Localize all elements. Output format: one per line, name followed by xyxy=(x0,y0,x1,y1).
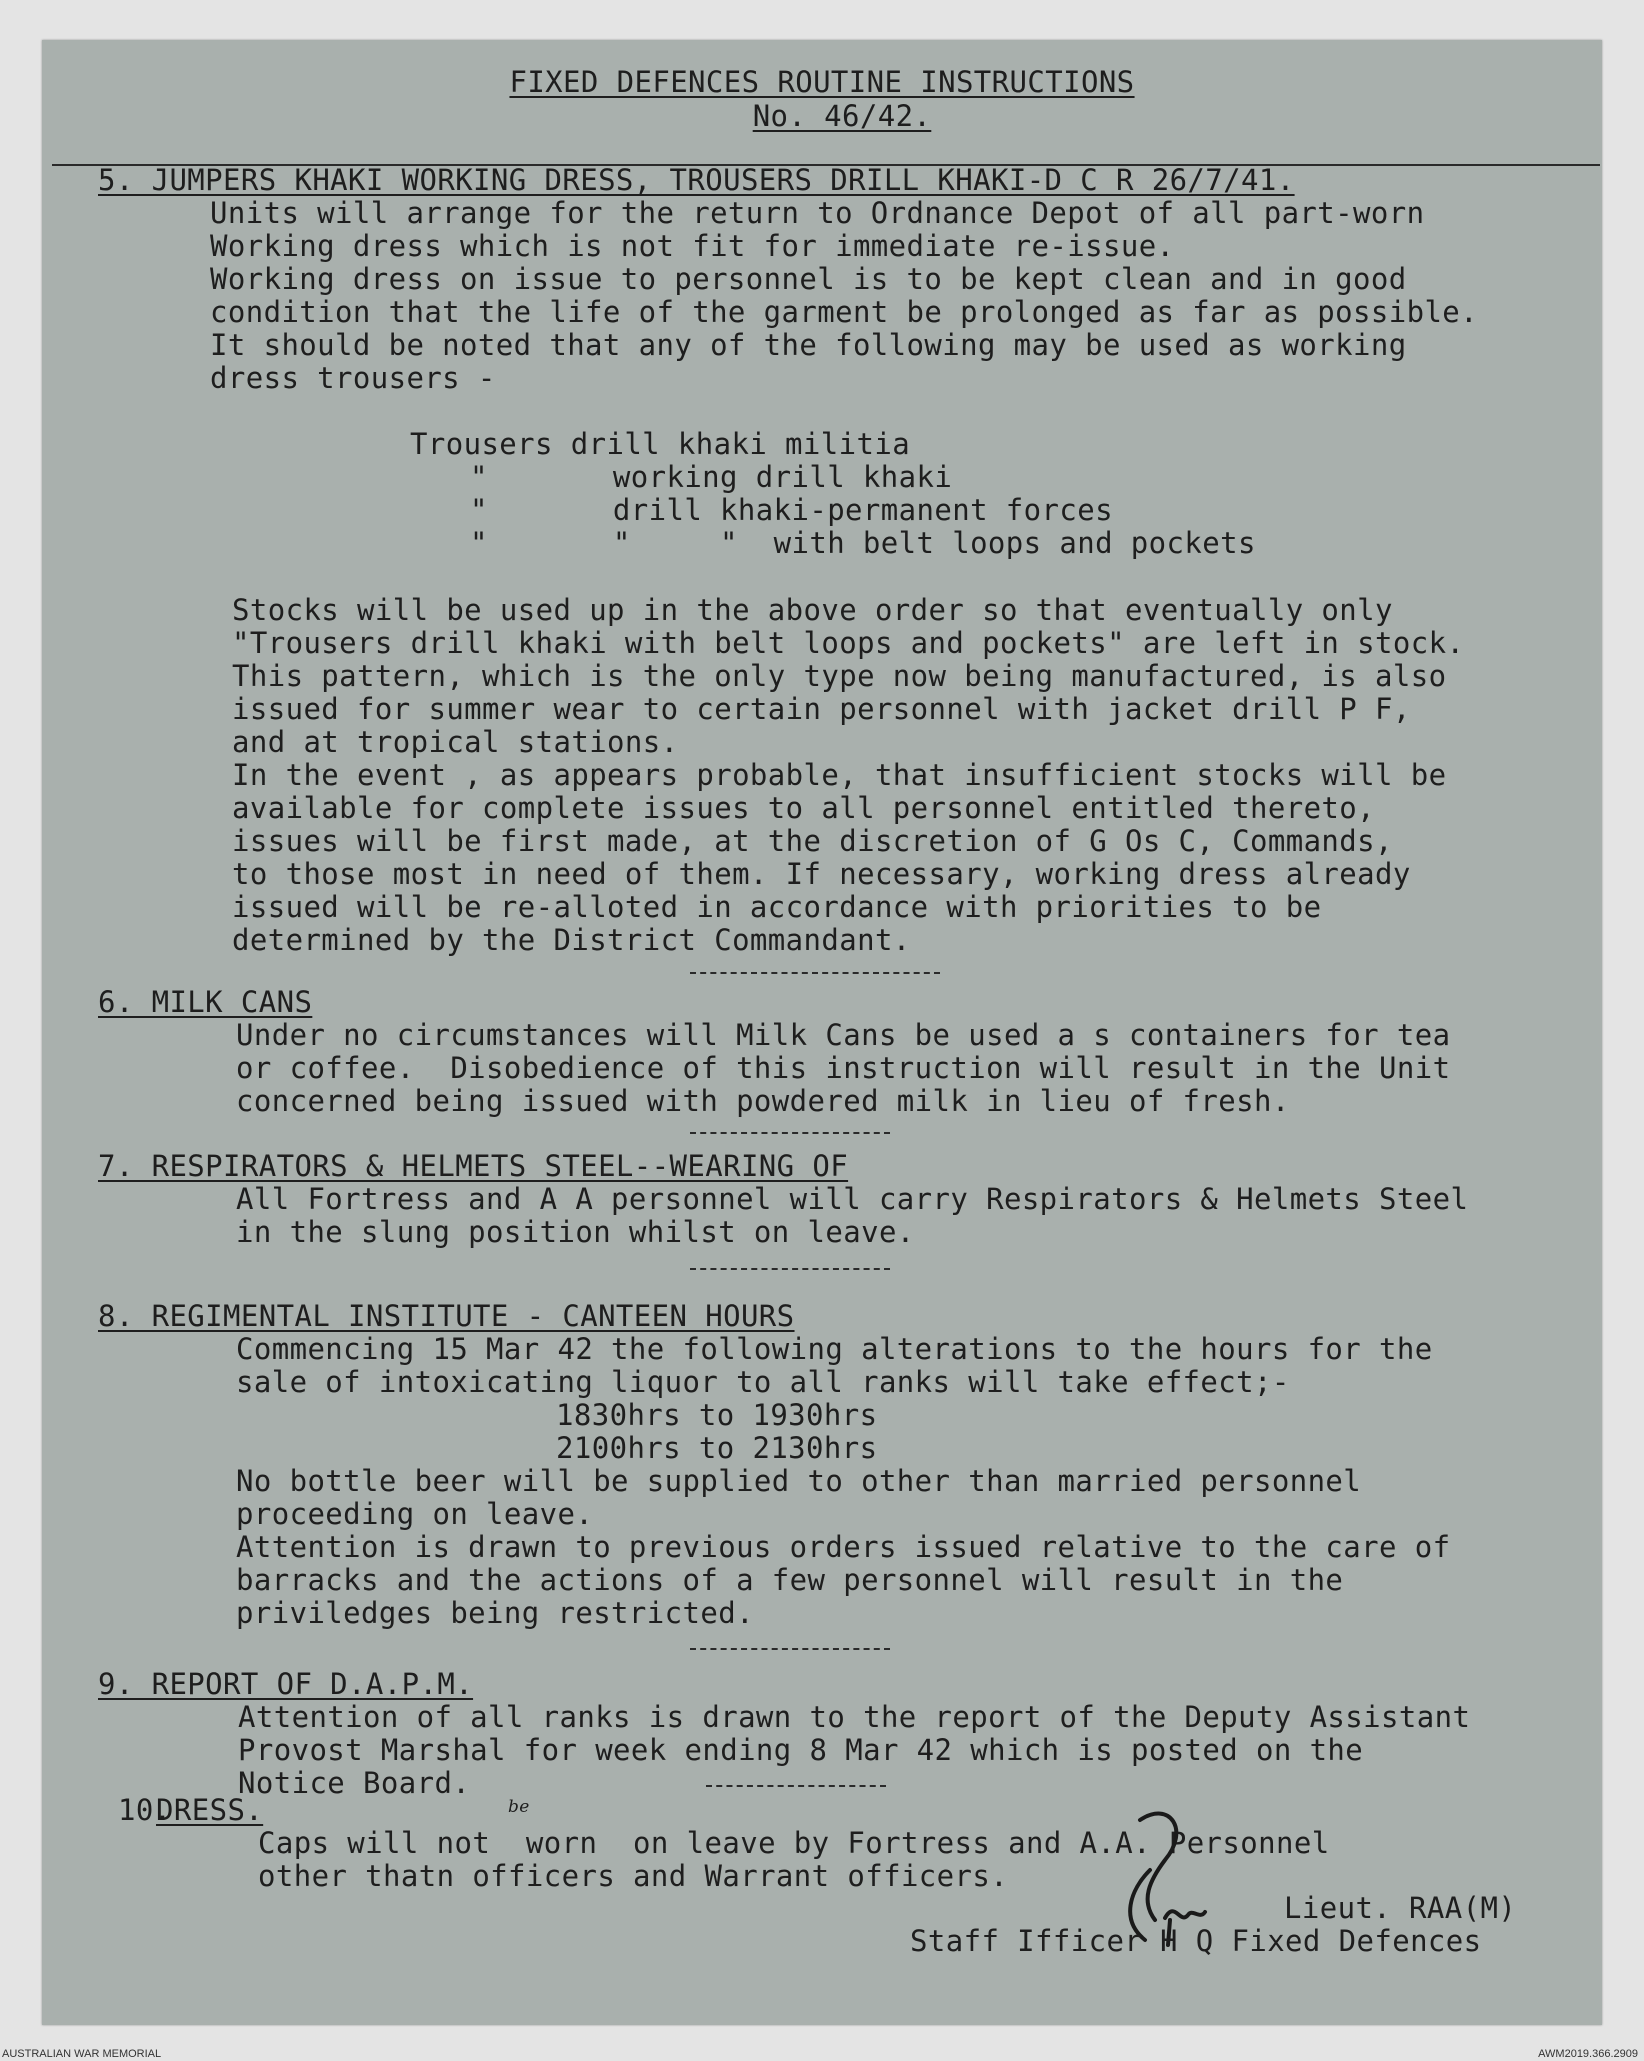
section-5-line: condition that the life of the garment be prolonged as far as possible. xyxy=(210,295,1479,329)
handwritten-insertion: be xyxy=(508,1797,530,1817)
section-5-line: available for complete issues to all personnel entitled thereto, xyxy=(232,791,1376,825)
section-5-line: In the event , as appears probable, that insufficient stocks will be xyxy=(232,758,1447,792)
section-9-line: Attention of all ranks is drawn to the report of the Deputy Assistant xyxy=(238,1700,1471,1734)
section-5-line: Working dress on issue to personnel is to be kept clean and in good xyxy=(210,262,1407,296)
section-6-heading: 6. MILK CANS xyxy=(98,985,313,1019)
section-divider xyxy=(690,1648,890,1650)
section-5-line: Units will arrange for the return to Ordnance Depot of all part-worn xyxy=(210,196,1425,230)
canteen-hours: 2100hrs to 2130hrs xyxy=(556,1431,878,1465)
footer-institution: AUSTRALIAN WAR MEMORIAL xyxy=(2,2048,162,2060)
document-number: No. 46/42. xyxy=(752,99,932,133)
trousers-list-item: Trousers drill khaki militia xyxy=(410,427,911,461)
section-5-line: issued for summer wear to certain personnel with jacket drill P F, xyxy=(232,692,1411,726)
footer-accession-number: AWM2019.366.2909 xyxy=(1538,2048,1638,2060)
section-5-line: determined by the District Commandant. xyxy=(232,923,911,957)
canteen-hours: 1830hrs to 1930hrs xyxy=(556,1398,878,1432)
document-title: FIXED DEFENCES ROUTINE INSTRUCTIONS xyxy=(509,65,1135,99)
section-8-line: barracks and the actions of a few personnel will result in the xyxy=(236,1563,1344,1597)
section-divider xyxy=(690,1132,890,1134)
section-5-line: It should be noted that any of the following may be used as working xyxy=(210,328,1407,362)
section-9-line: Provost Marshal for week ending 8 Mar 42 which is posted on the xyxy=(238,1733,1364,1767)
section-8-line: Attention is drawn to previous orders issued relative to the care of xyxy=(236,1530,1451,1564)
section-8-line: No bottle beer will be supplied to other than married personnel xyxy=(236,1464,1362,1498)
section-8-line: priviledges being restricted. xyxy=(236,1596,754,1630)
section-6-line: or coffee. Disobedience of this instruction will result in the Unit xyxy=(236,1051,1451,1085)
section-6-line: concerned being issued with powdered milk in lieu of fresh. xyxy=(236,1084,1290,1118)
section-5-line: This pattern, which is the only type now being manufactured, is also xyxy=(232,659,1447,693)
section-5-line: dress trousers - xyxy=(210,361,496,395)
section-7-line: All Fortress and A A personnel will carry Respirators & Helmets Steel xyxy=(236,1182,1469,1216)
section-8-line: Commencing 15 Mar 42 the following alterations to the hours for the xyxy=(236,1332,1433,1366)
trousers-list-item: " drill khaki-permanent forces xyxy=(470,493,1113,527)
section-8-line: sale of intoxicating liquor to all ranks will take effect;- xyxy=(236,1365,1290,1399)
section-10-number: 10. xyxy=(118,1793,172,1827)
signatory-rank: Lieut. RAA(M) xyxy=(1284,1891,1517,1925)
section-10-line: Caps will not worn on leave by Fortress and A.A. Personnel xyxy=(258,1826,1330,1860)
section-5-line: to those most in need of them. If necessary, working dress already xyxy=(232,857,1411,891)
section-8-heading: 8. REGIMENTAL INSTITUTE - CANTEEN HOURS xyxy=(98,1299,795,1333)
section-5-line: "Trousers drill khaki with belt loops and pockets" are left in stock. xyxy=(232,626,1465,660)
section-8-line: proceeding on leave. xyxy=(236,1497,594,1531)
section-7-heading: 7. RESPIRATORS & HELMETS STEEL--WEARING OF xyxy=(98,1149,849,1183)
section-10-line: other thatn officers and Warrant officers. xyxy=(258,1859,1009,1893)
section-5-line: Stocks will be used up in the above order so that eventually only xyxy=(232,593,1393,627)
section-7-line: in the slung position whilst on leave. xyxy=(236,1215,915,1249)
section-5-heading: 5. JUMPERS KHAKI WORKING DRESS, TROUSERS DRILL KHAKI-D C R 26/7/41. xyxy=(98,163,1295,197)
section-5-line: issues will be first made, at the discretion of G Os C, Commands, xyxy=(232,824,1393,858)
section-5-line: Working dress which is not fit for immediate re-issue. xyxy=(210,229,1175,263)
section-9-line: Notice Board. xyxy=(238,1766,471,1800)
section-10-heading: DRESS. xyxy=(156,1793,264,1827)
signatory-title: Staff Ifficer H Q Fixed Defences xyxy=(910,1924,1482,1958)
section-5-line: issued will be re-alloted in accordance with priorities to be xyxy=(232,890,1322,924)
section-6-line: Under no circumstances will Milk Cans be used a s containers for tea xyxy=(236,1018,1451,1052)
trousers-list-item: " " " with belt loops and pockets xyxy=(470,526,1256,560)
section-divider xyxy=(690,972,940,974)
section-5-line: and at tropical stations. xyxy=(232,725,679,759)
section-9-heading: 9. REPORT OF D.A.P.M. xyxy=(98,1667,474,1701)
section-divider xyxy=(690,1268,890,1270)
section-divider xyxy=(706,1785,886,1787)
trousers-list-item: " working drill khaki xyxy=(470,460,953,494)
